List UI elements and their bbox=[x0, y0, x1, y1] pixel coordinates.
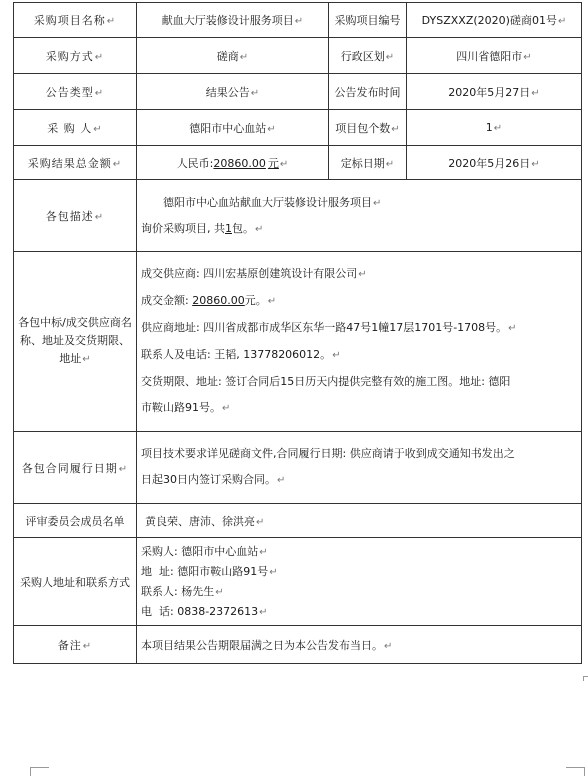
value-announcement-type: 结果公告↵ bbox=[137, 74, 329, 110]
label-announcement-type: 公告类型↵ bbox=[14, 74, 137, 110]
page-corner-mark-right bbox=[566, 767, 585, 776]
procurement-result-table bbox=[13, 2, 582, 664]
value-remark: 本项目结果公告期限届满之日为本公告发布当日。↵ bbox=[137, 626, 582, 664]
row-procurement-method bbox=[14, 38, 582, 74]
value-total-amount: 人民币:20860.00 元↵ bbox=[137, 146, 329, 180]
row-contract-date bbox=[14, 432, 582, 504]
label-purchaser: 采 购 人↵ bbox=[14, 110, 137, 146]
label-remark: 备注↵ bbox=[14, 626, 137, 664]
label-total-amount: 采购结果总金额↵ bbox=[14, 146, 137, 180]
row-total-amount bbox=[14, 146, 582, 180]
label-committee: 评审委员会成员名单 bbox=[14, 504, 137, 538]
value-project-name: 献血大厅装修设计服务项目↵ bbox=[137, 3, 329, 38]
row-winning-supplier bbox=[14, 252, 582, 432]
label-region: 行政区划↵ bbox=[329, 38, 407, 74]
row-project-name bbox=[14, 3, 582, 38]
label-procurement-method: 采购方式↵ bbox=[14, 38, 137, 74]
value-committee: 黄良荣、唐沛、徐洪亮↵ bbox=[137, 504, 582, 538]
label-package-description: 各包描述↵ bbox=[14, 180, 137, 252]
row-package-description bbox=[14, 180, 582, 252]
row-purchaser bbox=[14, 110, 582, 146]
page-edge-mark bbox=[583, 676, 588, 681]
value-package-description: 德阳市中心血站献血大厅装修设计服务项目↵ 询价采购项目, 共1包。↵ bbox=[137, 180, 582, 252]
row-announcement-type bbox=[14, 74, 582, 110]
label-contract-date: 各包合同履行日期↵ bbox=[14, 432, 137, 504]
value-award-date: 2020年5月26日↵ bbox=[407, 146, 582, 180]
label-project-number: 采购项目编号 bbox=[329, 3, 407, 38]
value-procurement-method: 磋商↵ bbox=[137, 38, 329, 74]
label-package-count: 项目包个数↵ bbox=[329, 110, 407, 146]
value-project-number: DYSZXXZ(2020)磋商01号↵ bbox=[407, 3, 582, 38]
row-remark bbox=[14, 626, 582, 664]
value-publish-date: 2020年5月27日↵ bbox=[407, 74, 582, 110]
value-contract-date: 项目技术要求详见磋商文件,合同履行日期: 供应商请于收到成交通知书发出之 日起30日内签订采购合同。↵ bbox=[137, 432, 582, 504]
value-purchaser: 德阳市中心血站↵ bbox=[137, 110, 329, 146]
value-region: 四川省德阳市↵ bbox=[407, 38, 582, 74]
label-award-date: 定标日期↵ bbox=[329, 146, 407, 180]
value-winning-supplier: 成交供应商: 四川宏基原创建筑设计有限公司↵ 成交金额: 20860.00元。↵ 供应商地址: 四川省成都市成华区东华一路47号1幢17层1701号-1708号。↵ 联系人及电话: 王韬, 13778206012。↵ 交货期限、地址: 签订合同后15日历天内提供完整有效的施工图。地址: 德阳 市鞍山路91号。↵ bbox=[137, 252, 582, 432]
label-purchaser-contact: 采购人地址和联系方式 bbox=[14, 538, 137, 626]
value-purchaser-contact: 采购人: 德阳市中心血站↵ 地 址: 德阳市鞍山路91号↵ 联系人: 杨先生↵ 电 话: 0838-2372613↵ bbox=[137, 538, 582, 626]
label-winning-supplier: 各包中标/成交供应商名称、地址及交货期限、地址↵ bbox=[14, 252, 137, 432]
value-package-count: 1↵ bbox=[407, 110, 582, 146]
row-committee bbox=[14, 504, 582, 538]
row-purchaser-contact bbox=[14, 538, 582, 626]
label-project-name: 采购项目名称↵ bbox=[14, 3, 137, 38]
page-corner-mark-left bbox=[30, 767, 49, 776]
label-publish-date: 公告发布时间 bbox=[329, 74, 407, 110]
